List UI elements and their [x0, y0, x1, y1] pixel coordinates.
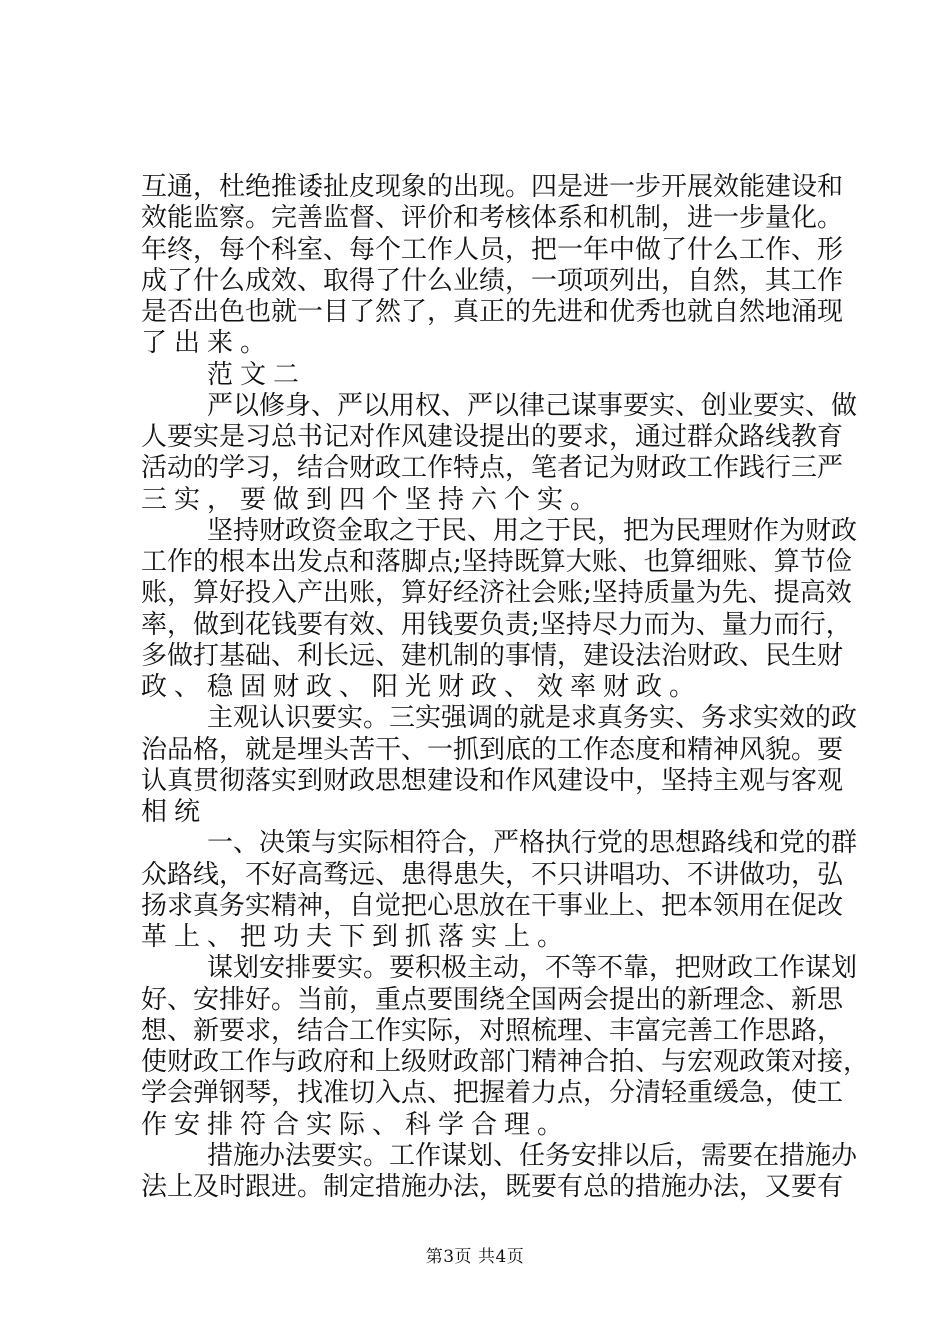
text-line: 账，算好投入产出账，算好经济社会账;坚持质量为先、提高效 — [141, 578, 852, 609]
text-line: 众路线，不好高骛远、患得患失，不只讲唱功、不讲做功，弘 — [141, 859, 844, 890]
text-line: 扬求真务实精神，自觉把心思放在干事业上、把本领用在促改 — [141, 890, 844, 921]
text-line: 是否出色也就一目了然了，真正的先进和优秀也就自然地涌现 — [141, 297, 844, 327]
text-line: 措施办法要实。工作谋划、任务安排以后，需要在措施办 — [207, 1140, 858, 1171]
text-line: 谋划安排要实。要积极主动，不等不靠，把财政工作谋划 — [207, 953, 858, 984]
text-line: 主观认识要实。三实强调的就是求真务实、务求实效的政 — [207, 703, 858, 734]
text-line: 政、稳固财政、阳光财政、效率财政。 — [141, 672, 703, 702]
text-line: 率，做到花钱要有效、用钱要负责;坚持尽力而为、量力而行， — [141, 609, 852, 640]
text-line: 了出来。 — [141, 328, 274, 359]
text-line: 范文二 — [207, 359, 307, 390]
page-number-footer: 第3页 共4页 — [425, 1247, 525, 1267]
paragraph — [141, 828, 858, 953]
text-line: 学会弹钢琴，找准切入点、把握着力点，分清轻重缓急，使工 — [141, 1078, 844, 1109]
document-body — [141, 172, 870, 1203]
paragraph — [141, 360, 839, 391]
text-line: 多做打基础、利长远、建机制的事情，建设法治财政、民生财 — [141, 640, 844, 671]
text-line: 互通，杜绝推诿扯皮现象的出现。四是进一步开展效能建设和 — [141, 172, 844, 202]
text-line: 年终，每个科室、每个工作人员，把一年中做了什么工作、形 — [141, 234, 844, 265]
text-line: 想、新要求，结合工作实际，对照梳理、丰富完善工作思路， — [141, 1015, 844, 1046]
text-line: 认真贯彻落实到财政思想建设和作风建设中，坚持主观与客观 — [141, 765, 844, 796]
text-line: 严以修身、严以用权、严以律己谋事要实、创业要实、做 — [207, 390, 858, 421]
paragraph — [141, 515, 858, 704]
paragraph — [141, 1140, 858, 1204]
text-line: 活动的学习，结合财政工作特点，笔者记为财政工作践行三严 — [141, 453, 844, 484]
text-line: 坚持财政资金取之于民、用之于民，把为民理财作为财政 — [207, 515, 858, 546]
text-line: 治品格，就是埋头苦干、一抓到底的工作态度和精神风貌。要 — [141, 734, 844, 765]
paragraph — [141, 390, 858, 516]
text-line: 一、决策与实际相符合，严格执行党的思想路线和党的群 — [207, 828, 858, 859]
text-line: 成了什么成效、取得了什么业绩，一项项列出，自然，其工作 — [141, 265, 844, 296]
text-line: 效能监察。完善监督、评价和考核体系和机制，进一步量化。 — [141, 203, 844, 234]
text-line: 革上、把功夫下到抓落实上。 — [141, 922, 571, 952]
text-line: 作安排符合实际、科学合理。 — [141, 1109, 571, 1140]
text-line: 三实，要做到四个坚持六个实。 — [141, 484, 604, 515]
text-line: 法上及时跟进。制定措施办法，既要有总的措施办法，又要有 — [141, 1172, 844, 1202]
text-line: 工作的根本出发点和落脚点;坚持既算大账、也算细账、算节俭 — [141, 547, 852, 577]
paragraph — [141, 172, 844, 360]
text-line: 好、安排好。当前，重点要围绕全国两会提出的新理念、新思 — [141, 984, 844, 1015]
text-line: 相统 — [141, 797, 208, 827]
text-line: 人要实是习总书记对作风建设提出的要求，通过群众路线教育 — [141, 422, 844, 452]
text-line: 使财政工作与政府和上级财政部门精神合拍、与宏观政策对接， — [141, 1047, 870, 1077]
paragraph — [141, 953, 870, 1141]
paragraph — [141, 703, 858, 828]
